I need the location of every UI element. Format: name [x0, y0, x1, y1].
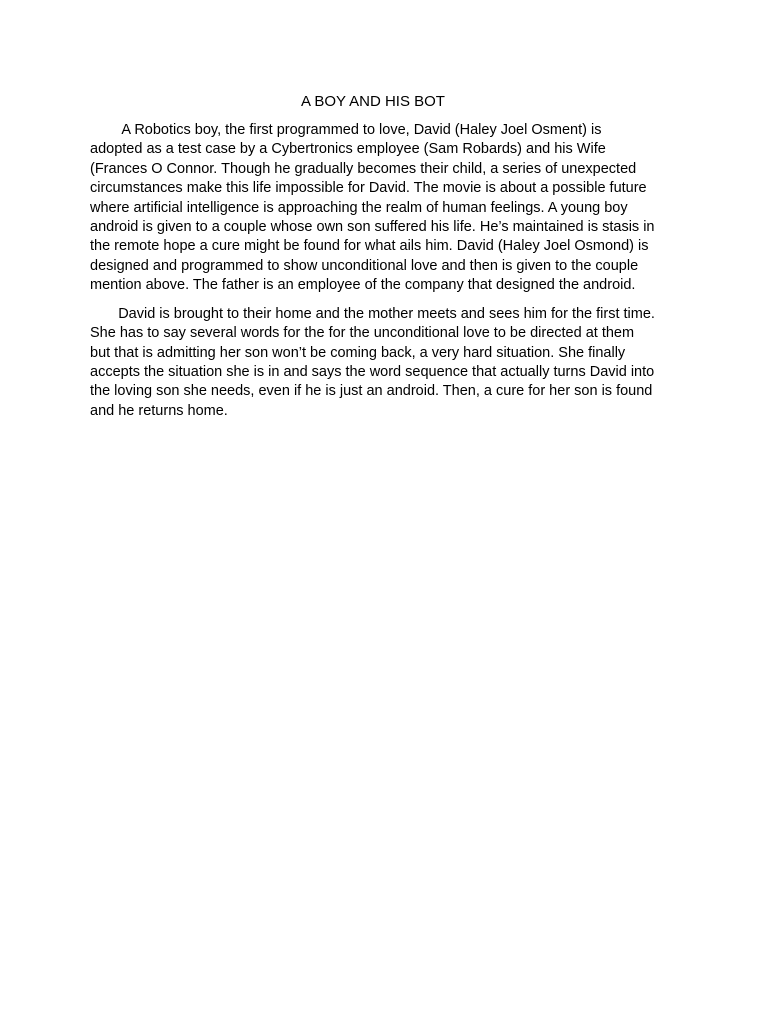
- paragraph-line: where artificial intelligence is approaching the realm of human feelings. A young boy: [90, 200, 628, 216]
- paragraph-line: but that is admitting her son won’t be coming back, a very hard situation. She finally: [90, 345, 626, 361]
- document-title: A BOY AND HIS BOT: [301, 93, 445, 110]
- paragraph-line: (Frances O Connor. Though he gradually becomes their child, a series of unexpected: [90, 161, 637, 177]
- paragraph-line: adopted as a test case by a Cybertronics employee (Sam Robards) and his Wife: [90, 141, 606, 157]
- paragraph-line: A Robotics boy, the first programmed to love, David (Haley Joel Osment) is: [90, 122, 602, 138]
- paragraph-line: the loving son she needs, even if he is just an android. Then, a cure for her son is found: [90, 383, 653, 399]
- paragraph-line: David is brought to their home and the mother meets and sees him for the first time.: [90, 306, 655, 322]
- paragraph-line: accepts the situation she is in and says the word sequence that actually turns David into: [90, 364, 655, 380]
- paragraph-line: the remote hope a cure might be found for what ails him. David (Haley Joel Osmond) is: [90, 238, 649, 254]
- paragraph-line: circumstances make this life impossible for David. The movie is about a possible future: [90, 180, 647, 196]
- paragraph-line: She has to say several words for the for the unconditional love to be directed at them: [90, 325, 635, 341]
- paragraph-line: mention above. The father is an employee of the company that designed the android.: [90, 277, 636, 293]
- paragraph-line: designed and programmed to show unconditional love and then is given to the couple: [90, 258, 639, 274]
- paragraph-line: and he returns home.: [90, 403, 228, 419]
- paragraph-line: android is given to a couple whose own son suffered his life. He’s maintained is stasis in: [90, 219, 655, 235]
